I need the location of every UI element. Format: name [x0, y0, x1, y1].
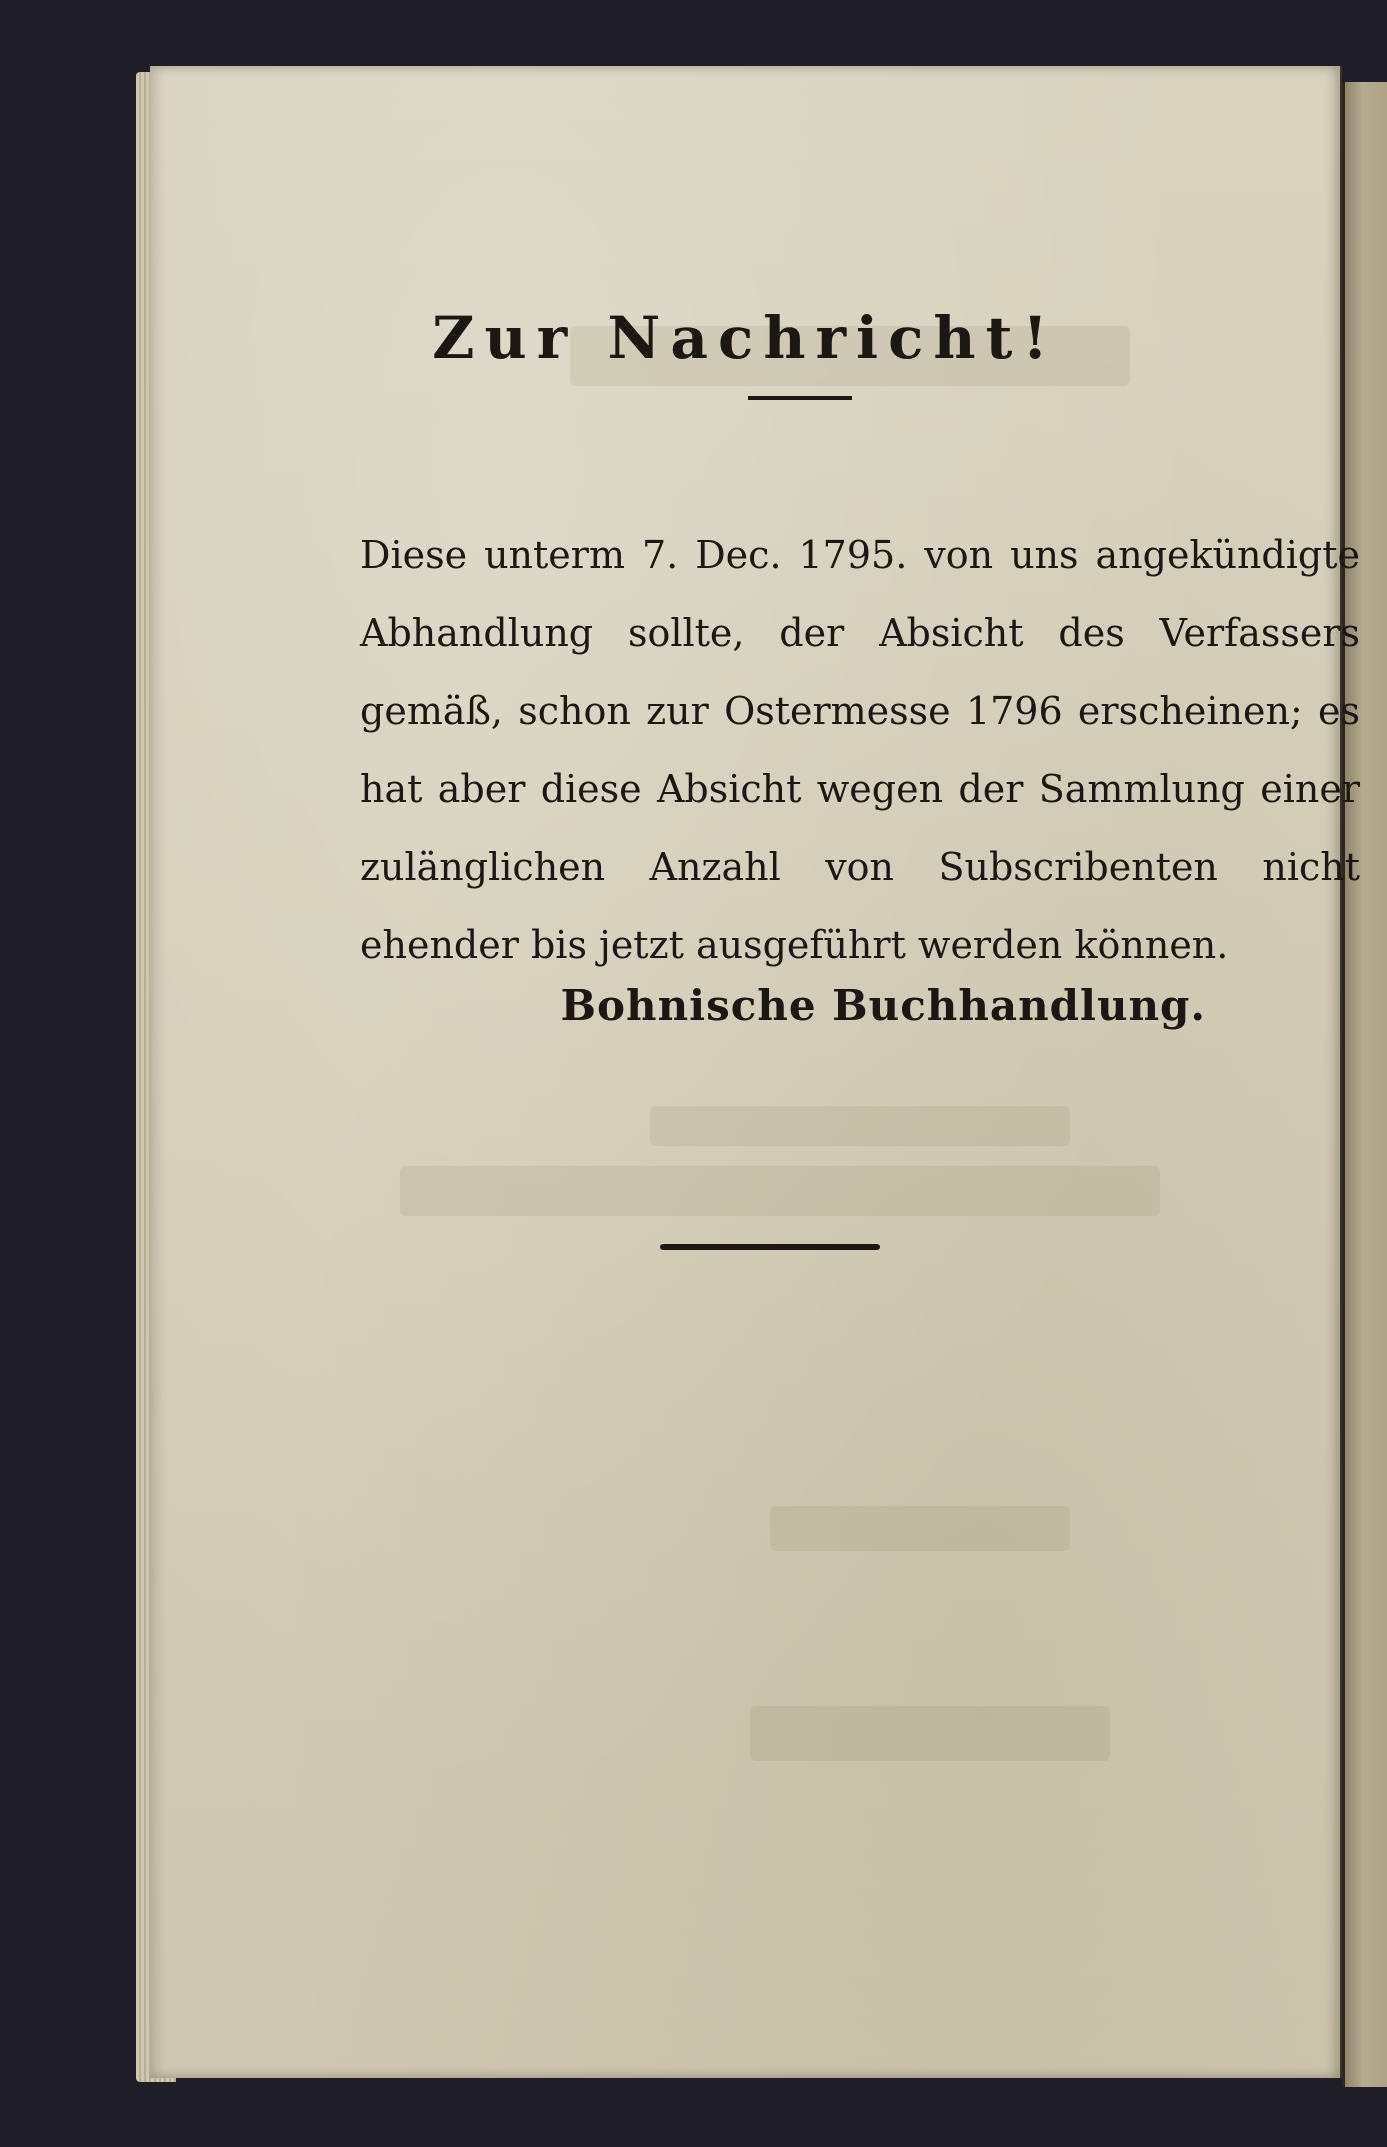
notice-body: Diese unterm 7. Dec. 1795. von uns angekündigte Abhandlung sollte, der Absicht des Verfassers gemäß, schon zur Ostermesse 1796 erscheinen; es hat aber diese Absicht wegen der Sammlung einer zulänglichen Anzahl von Subscribenten nicht ehender bis jetzt ausgeführt werden können. — [360, 533, 1360, 967]
next-page-edge — [1342, 82, 1387, 2087]
end-rule — [660, 1244, 880, 1250]
page-heading: Zur Nachricht! — [432, 304, 1058, 372]
show-through-text — [770, 1506, 1070, 1551]
heading-rule — [748, 396, 852, 400]
publisher-signature: Bohnische Buchhandlung. — [560, 981, 1206, 1030]
book-page — [150, 66, 1360, 2078]
show-through-text — [400, 1166, 1160, 1216]
show-through-text — [650, 1106, 1070, 1146]
show-through-text — [750, 1706, 1110, 1761]
